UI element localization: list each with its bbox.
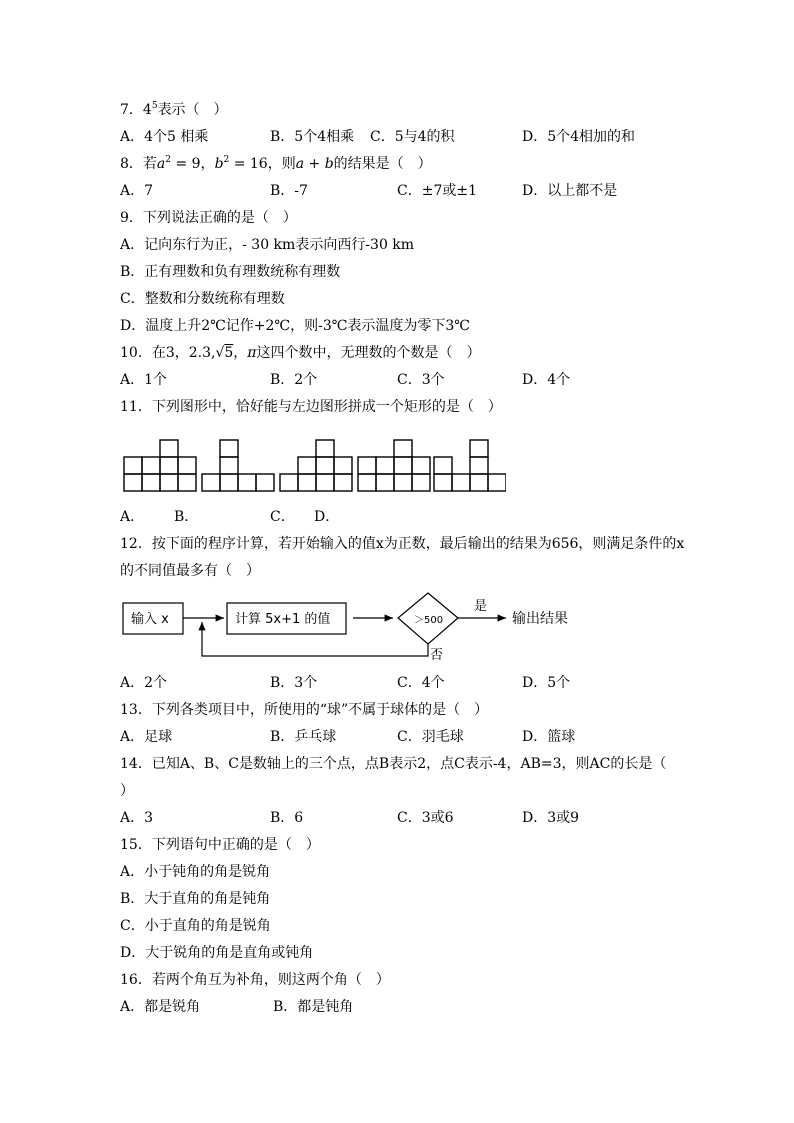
- question-8-stem: [120, 155, 432, 173]
- question-9-stem: 9．下列说法正确的是（ ）: [120, 210, 297, 226]
- q8-option-c: C．±7或±1: [397, 183, 477, 199]
- q14-option-b: B．6: [270, 810, 304, 826]
- q10-option-b: B．2个: [270, 372, 318, 388]
- q15-option-d: D．大于锐角的角是直角或钝角: [120, 945, 314, 961]
- q7-stem-tail: 表示（ ）: [157, 102, 228, 118]
- q11-option-a: A．: [120, 509, 145, 525]
- q7-exponent: 5: [151, 101, 158, 111]
- q11-figure-c: [358, 440, 430, 491]
- flow-loop-arrow: [202, 622, 428, 656]
- q7-stem-text: 7．4: [120, 102, 152, 118]
- q7-option-b: B．5个4相乘: [270, 129, 355, 145]
- flow-compute-text: 计算 5x+1 的值: [235, 612, 331, 627]
- question-10-stem: [120, 344, 480, 362]
- q11-left-figure: [124, 440, 196, 491]
- q9-option-d: D．温度上升2℃记作+2℃，则-3℃表示温度为零下3℃: [120, 318, 470, 334]
- q11-option-b: B．: [174, 509, 199, 525]
- q8-exp-a: 2: [165, 155, 172, 165]
- question-13-stem: 13．下列各类项目中，所使用的“球”不属于球体的是（ ）: [120, 702, 489, 718]
- q7-option-a: A．4个5 相乘: [120, 129, 209, 145]
- q10-option-d: D．4个: [522, 372, 571, 388]
- q8-stem-tail: 的结果是（ ）: [333, 156, 432, 172]
- q10-stem-tail: 这四个数中，无理数的个数是（ ）: [256, 345, 481, 361]
- q13-option-d: D．篮球: [522, 729, 576, 745]
- q8-option-a: A．7: [120, 183, 154, 199]
- q15-option-a: A．小于钝角的角是锐角: [120, 864, 271, 880]
- q8-eq1: = 9，: [171, 156, 215, 172]
- q12-option-b: B．3个: [270, 675, 318, 691]
- q12-option-d: D．5个: [522, 675, 571, 691]
- q8-sum: a + b: [295, 156, 334, 172]
- q16-option-b: B．都是钝角: [273, 999, 354, 1015]
- flow-yes-label: 是: [474, 599, 488, 614]
- q11-option-c: C．: [270, 509, 295, 525]
- flow-condition-text: ＞500: [414, 615, 444, 626]
- q13-option-c: C．羽毛球: [397, 729, 464, 745]
- q10-sqrt-radicand: 5: [224, 345, 234, 361]
- q8-eq2: = 16，则: [229, 156, 296, 172]
- q9-option-c: C．整数和分数统称有理数: [120, 291, 285, 307]
- q10-option-a: A．1个: [120, 372, 168, 388]
- q11-option-d: D．: [314, 509, 340, 525]
- q8-stem-text: 8．若: [120, 156, 157, 172]
- q10-stem-comma: ，: [233, 345, 248, 361]
- flow-output-text: 输出结果: [512, 611, 568, 627]
- q13-option-a: A．足球: [120, 729, 173, 745]
- question-12-stem-line1: 12．按下面的程序计算，若开始输入的值x为正数，最后输出的结果为656，则满足条件的x: [120, 536, 685, 552]
- q13-option-b: B．乒乓球: [270, 729, 337, 745]
- question-14-stem-line1: 14．已知A、B、C是数轴上的三个点，点B表示2，点C表示-4，AB=3，则AC的长是（: [120, 756, 667, 772]
- q12-option-c: C．4个: [397, 675, 445, 691]
- q7-option-d: D．5个4相加的和: [522, 129, 636, 145]
- question-7-stem: [120, 101, 228, 119]
- q15-option-b: B．大于直角的角是钝角: [120, 891, 271, 907]
- q12-option-a: A．2个: [120, 675, 168, 691]
- q8-exp-b: 2: [223, 155, 230, 165]
- q10-stem-text: 10．在3，2.3,: [120, 345, 216, 361]
- q12-flowchart: [118, 592, 598, 664]
- question-15-stem: 15．下列语句中正确的是（ ）: [120, 837, 320, 853]
- q10-pi: π: [247, 345, 257, 361]
- sqrt-symbol: √: [215, 345, 225, 361]
- q9-option-a: A．记向东行为正，- 30 km表示向西行-30 km: [120, 237, 415, 253]
- q11-figures: [122, 437, 506, 495]
- q11-figure-d: [434, 440, 506, 491]
- q7-option-c: C．5与4的积: [370, 129, 455, 145]
- question-16-stem: 16．若两个角互为补角，则这两个角（ ）: [120, 972, 390, 988]
- q14-option-a: A．3: [120, 810, 154, 826]
- q15-option-c: C．小于直角的角是锐角: [120, 918, 271, 934]
- question-12-stem-line2: 的不同值最多有（ ）: [120, 563, 260, 579]
- q14-option-c: C．3或6: [397, 810, 454, 826]
- q8-var-b: b: [214, 156, 224, 172]
- question-11-stem: 11．下列图形中，恰好能与左边图形拼成一个矩形的是（ ）: [120, 399, 502, 415]
- q11-figure-b: [280, 440, 352, 491]
- question-14-stem-line2: ）: [120, 783, 134, 799]
- q8-var-a: a: [156, 156, 166, 172]
- q14-option-d: D．3或9: [522, 810, 580, 826]
- q8-option-d: D．以上都不是: [522, 183, 618, 199]
- q9-option-b: B．正有理数和负有理数统称有理数: [120, 264, 341, 280]
- flow-no-label: 否: [430, 648, 444, 663]
- q8-option-b: B．-7: [270, 183, 308, 199]
- q11-figure-a: [202, 440, 274, 491]
- q16-option-a: A．都是锐角: [120, 999, 201, 1015]
- flow-input-text: 输入 x: [131, 612, 169, 627]
- q10-option-c: C．3个: [397, 372, 445, 388]
